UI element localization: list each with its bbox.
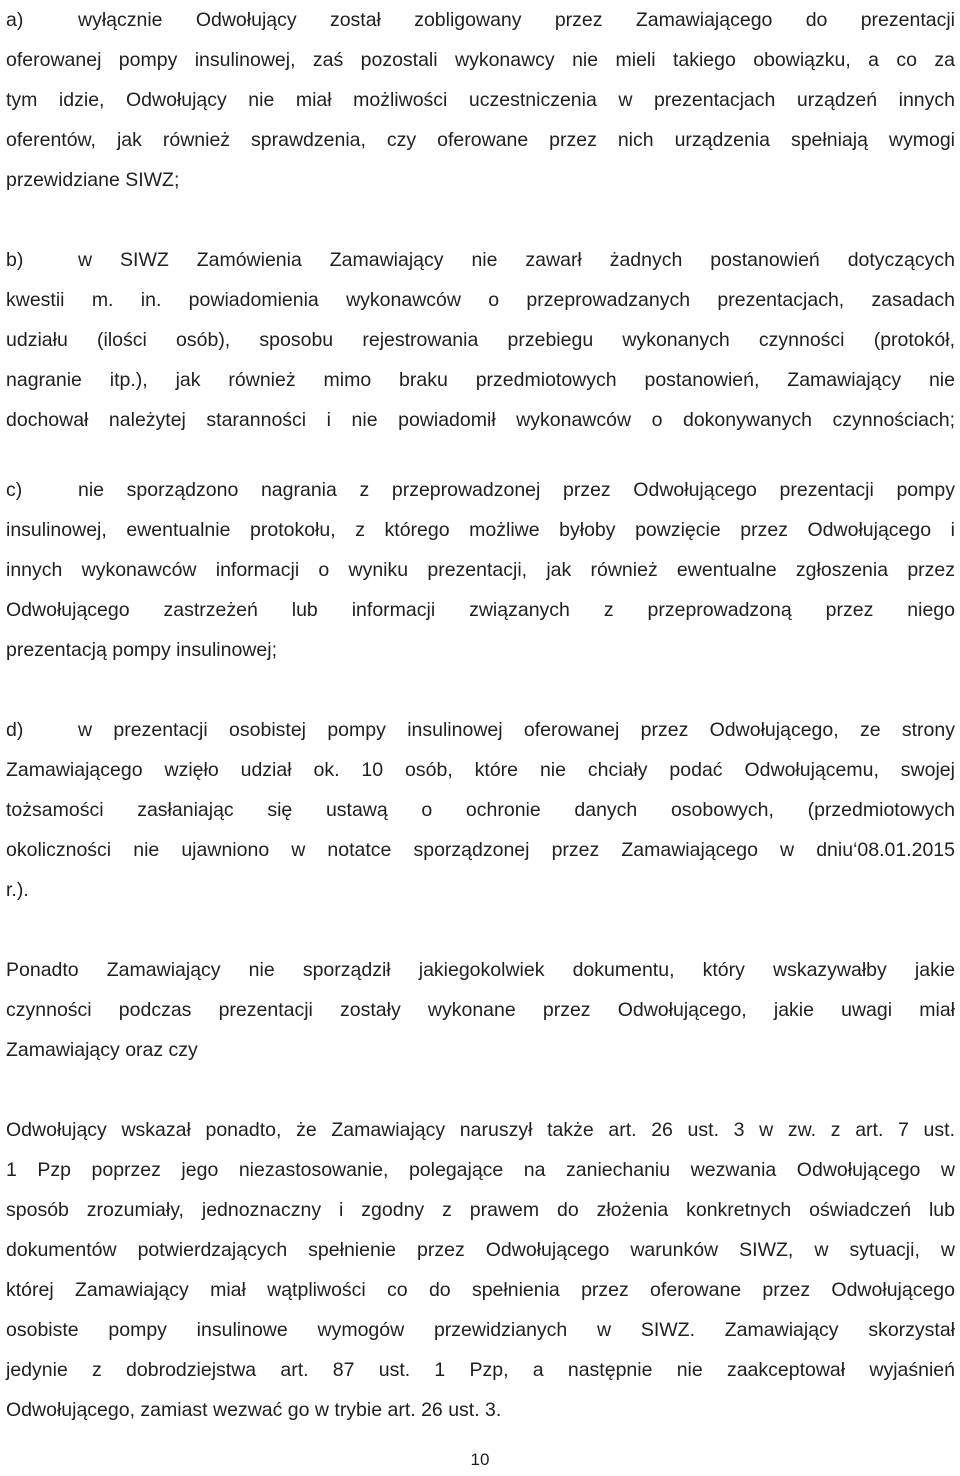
- paragraph-b-line-2: kwestii m. in. powiadomienia wykonawców o przeprowadzanych prezentacjach, zasadach: [6, 289, 955, 311]
- paragraph-b-line-1: b) w SIWZ Zamówienia Zamawiający nie zawarł żadnych postanowień dotyczących: [6, 240, 955, 280]
- paragraph-odwolujacy-line-5: której Zamawiający miał wątpliwości co do spełnienia przez oferowane przez Odwołującego: [6, 1279, 955, 1301]
- paragraph-d-line-4: okoliczności nie ujawniono w notatce sporządzonej przez Zamawiającego w dniu‘08.01.2015: [6, 839, 955, 861]
- paragraph-a-line-3: tym idzie, Odwołujący nie miał możliwości uczestniczenia w prezentacjach urządzeń innych: [6, 89, 955, 111]
- paragraph-odwolujacy-line-6: osobiste pompy insulinowe wymogów przewidzianych w SIWZ. Zamawiający skorzystał: [6, 1319, 955, 1341]
- paragraph-a-line-5: przewidziane SIWZ;: [6, 169, 180, 191]
- paragraph-a-marker: a): [6, 9, 24, 31]
- paragraph-b-line-4: nagranie itp.), jak również mimo braku przedmiotowych postanowień, Zamawiający nie: [6, 369, 955, 391]
- paragraph-c-line-3: innych wykonawców informacji o wyniku prezentacji, jak również ewentualne zgłoszenia przez: [6, 559, 955, 581]
- paragraph-d-line-5: r.).: [6, 879, 29, 901]
- paragraph-odwolujacy-line-7: jedynie z dobrodziejstwa art. 87 ust. 1 Pzp, a następnie nie zaakceptował wyjaśnień: [6, 1359, 955, 1381]
- paragraph-c-line-5: prezentacją pompy insulinowej;: [6, 639, 277, 661]
- paragraph-c-line-4: Odwołującego zastrzeżeń lub informacji związanych z przeprowadzoną przez niego: [6, 599, 955, 621]
- paragraph-ponadto-line-3: Zamawiający oraz czy: [6, 1039, 198, 1061]
- paragraph-b-marker: b): [6, 249, 24, 271]
- paragraph-odwolujacy-line-8: Odwołującego, zamiast wezwać go w trybie art. 26 ust. 3.: [6, 1399, 502, 1421]
- paragraph-d-marker: d): [6, 719, 24, 741]
- paragraph-odwolujacy-line-2: 1 Pzp poprzez jego niezastosowanie, polegające na zaniechaniu wezwania Odwołującego w: [6, 1159, 955, 1181]
- paragraph-odwolujacy-line-4: dokumentów potwierdzających spełnienie przez Odwołującego warunków SIWZ, w sytuacji, w: [6, 1239, 955, 1261]
- paragraph-c-marker: c): [6, 479, 23, 501]
- paragraph-odwolujacy-line-1: Odwołujący wskazał ponadto, że Zamawiający naruszył także art. 26 ust. 3 w zw. z art. 7 ust.: [6, 1119, 955, 1141]
- paragraph-d-line-3: tożsamości zasłaniając się ustawą o ochronie danych osobowych, (przedmiotowych: [6, 799, 955, 821]
- paragraph-ponadto-line-2: czynności podczas prezentacji zostały wykonane przez Odwołującego, jakie uwagi miał: [6, 999, 955, 1021]
- paragraph-d-line-1: d) w prezentacji osobistej pompy insulinowej oferowanej przez Odwołującego, ze strony: [6, 710, 955, 750]
- paragraph-ponadto-line-1: Ponadto Zamawiający nie sporządził jakiegokolwiek dokumentu, który wskazywałby jakie: [6, 959, 955, 981]
- page-number: 10: [470, 1450, 490, 1469]
- paragraph-c-line-1: c) nie sporządzono nagrania z przeprowadzonej przez Odwołującego prezentacji pompy: [6, 470, 955, 510]
- document-page: [6, 0, 955, 1472]
- paragraph-odwolujacy-line-3: sposób zrozumiały, jednoznaczny i zgodny z prawem do złożenia konkretnych oświadczeń lub: [6, 1199, 955, 1221]
- paragraph-b-line-5: dochował należytej staranności i nie powiadomił wykonawców o dokonywanych czynnościach;: [6, 409, 955, 431]
- paragraph-d-line-2: Zamawiającego wzięło udział ok. 10 osób, które nie chciały podać Odwołującemu, swojej: [6, 759, 955, 781]
- paragraph-b-line-3: udziału (ilości osób), sposobu rejestrowania przebiegu wykonanych czynności (protokół,: [6, 329, 955, 351]
- paragraph-a-line-1: a) wyłącznie Odwołujący został zobligowany przez Zamawiającego do prezentacji: [6, 0, 955, 40]
- paragraph-a-line-4: oferentów, jak również sprawdzenia, czy oferowane przez nich urządzenia spełniają wymogi: [6, 129, 955, 151]
- paragraph-c-line-2: insulinowej, ewentualnie protokołu, z którego możliwe byłoby powzięcie przez Odwołującego i: [6, 519, 955, 541]
- paragraph-a-line-2: oferowanej pompy insulinowej, zaś pozostali wykonawcy nie mieli takiego obowiązku, a co za: [6, 49, 955, 71]
